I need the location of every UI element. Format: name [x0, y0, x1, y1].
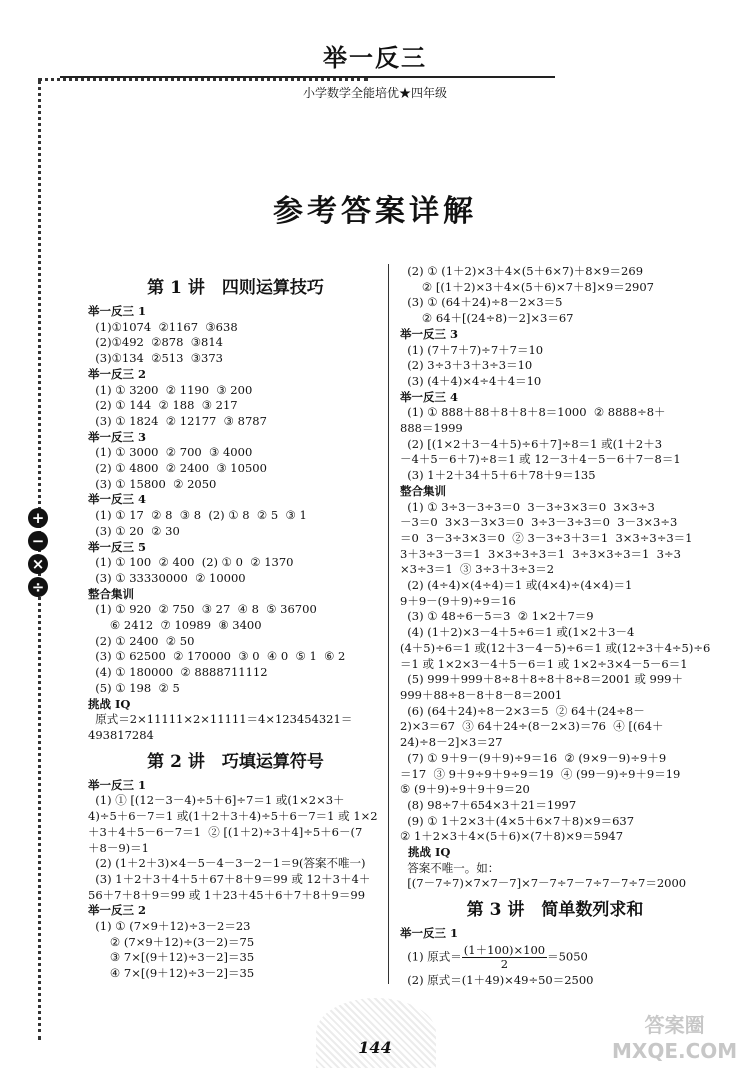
answer-line: ＝17 ③ 9＋9÷9＋9÷9＝19 ④ (99－9)÷9＋9＝19 — [400, 766, 681, 781]
exercise-heading: 举一反三 5 — [88, 539, 147, 554]
answer-line: (6) (64＋24)÷8－2×3＝5 ② 64＋(24÷8－ — [400, 703, 645, 718]
answer-line: (3) ① 20 ② 30 — [88, 523, 180, 538]
answer-line: ＋8－9)＝1 — [88, 840, 149, 855]
answer-line: (1) ① 3÷3－3÷3＝0 3－3÷3×3＝0 3×3÷3 — [400, 499, 655, 514]
answer-line: (2) 原式＝(1＋49)×49÷50＝2500 — [400, 972, 594, 987]
answer-line: ⑥ 2412 ⑦ 10989 ⑧ 3400 — [88, 618, 262, 633]
exercise-heading: 举一反三 4 — [88, 492, 147, 507]
multiply-icon: × — [28, 554, 48, 574]
answer-line: 56＋7＋8＋9＝99 或 1＋23＋45＋6＋7＋8＋9＝99 — [88, 887, 366, 902]
answer-line: ＝0 3－3÷3×3＝0 ② 3－3÷3＋3＝1 3×3÷3÷3＝1 — [400, 530, 693, 545]
answer-line: (1) ① 888＋88＋8＋8＋8＝1000 ② 8888÷8＋ — [400, 405, 666, 420]
answer-line: ② (7×9＋12)÷(3－2)＝75 — [88, 934, 255, 949]
answer-line: ＋3＋4＋5－6－7＝1 ② [(1＋2)÷3＋4]÷5＋6－(7 — [88, 824, 363, 839]
answer-line: 答案不唯一。如： — [400, 860, 500, 875]
exercise-heading: 挑战 IQ — [88, 696, 131, 711]
answer-line: ×3÷3＝1 ③ 3÷3＋3÷3＝2 — [400, 562, 555, 577]
watermark-line-2: MXQE.COM — [612, 1039, 738, 1063]
answer-line: (3) ① 15800 ② 2050 — [88, 476, 217, 491]
operator-icons — [28, 508, 50, 600]
watermark-line-1: 答案圈 — [644, 1013, 705, 1037]
column-divider — [388, 264, 389, 984]
exercise-heading: 举一反三 1 — [400, 926, 459, 941]
answer-line: (1) ① [(12－3－4)÷5＋6]÷7＝1 或(1×2×3＋ — [88, 793, 345, 808]
answer-line: (1) ① 920 ② 750 ③ 27 ④ 8 ⑤ 36700 — [88, 602, 317, 617]
page-title: 参考答案详解 — [273, 194, 477, 229]
answer-line: (3) ① 33330000 ② 10000 — [88, 570, 246, 585]
page-decoration — [316, 998, 436, 1068]
answer-line: (2) ① 2400 ② 50 — [88, 633, 195, 648]
answer-line: (2) 3÷3＋3＋3÷3＝10 — [400, 358, 533, 373]
plus-icon: + — [28, 508, 48, 528]
fraction-denominator: 2 — [500, 956, 509, 971]
answer-line: (3)①134 ②513 ③373 — [88, 351, 224, 366]
answer-line: 2)×3＝67 ③ 64＋24÷(8－2×3)＝76 ④ [(64＋ — [400, 719, 664, 734]
answer-line: 原式＝2×11111×2×11111＝4×123454321＝ — [88, 712, 353, 727]
answer-line: (2) (1＋2＋3)×4－5－4－3－2－1＝9(答案不唯一) — [88, 856, 366, 871]
answer-line: (3) ① 48÷6－5＝3 ② 1×2＋7＝9 — [400, 609, 594, 624]
answer-line: (5) ① 198 ② 5 — [88, 680, 180, 695]
answer-line: (4) ① 180000 ② 8888711112 — [88, 665, 268, 680]
exercise-heading: 举一反三 1 — [88, 304, 147, 318]
answer-line: (3) ① (64＋24)÷8－2×3＝5 — [400, 295, 563, 310]
answer-line: －3＝0 3×3－3×3＝0 3÷3－3÷3＝0 3－3×3÷3 — [400, 515, 678, 530]
header-rule — [60, 76, 555, 78]
answer-line: ＝1 或 1×2×3－4＋5－6＝1 或 1×2÷3×4－5－6＝1 — [400, 656, 688, 671]
answer-line: (1) ① 100 ② 400 (2) ① 0 ② 1370 — [88, 555, 294, 570]
page-number: 144 — [358, 1038, 392, 1057]
answer-line: ④ 7×[(9＋12)÷3－2]＝35 — [88, 966, 255, 981]
answer-line: 493817284 — [88, 727, 154, 742]
exercise-heading: 举一反三 3 — [400, 326, 459, 341]
lecture-title: 第 3 讲 简单数列求和 — [466, 900, 644, 921]
answer-line: (9) ① 1＋2×3＋(4×5＋6×7＋8)×9＝637 — [400, 813, 635, 828]
answer-line: (1) ① 3000 ② 700 ③ 4000 — [88, 445, 253, 460]
answer-line: (4＋5)÷6＝1 或(12＋3－4－5)÷6＝1 或(12÷3＋4÷5)÷6 — [400, 640, 711, 655]
right-answer-column — [400, 264, 710, 989]
lecture-title: 第 1 讲 四则运算技巧 — [147, 278, 324, 298]
answer-line: 888＝1999 — [400, 421, 463, 436]
divide-icon: ÷ — [28, 577, 48, 597]
answer-line: (2) [(1×2＋3－4＋5)÷6＋7]÷8＝1 或(1＋2＋3 — [400, 436, 663, 451]
answer-line — [400, 944, 710, 971]
left-answer-column — [88, 270, 383, 982]
answer-line: (2) (4÷4)×(4÷4)＝1 或(4×4)÷(4×4)＝1 — [400, 578, 633, 593]
answer-line: (3) ① 62500 ② 170000 ③ 0 ④ 0 ⑤ 1 ⑥ 2 — [88, 649, 346, 664]
answer-line: (3) (4＋4)×4÷4＋4＝10 — [400, 373, 542, 388]
answer-line: (1) ① 17 ② 8 ③ 8 (2) ① 8 ② 5 ③ 1 — [88, 508, 307, 523]
answer-line: (2)①492 ②878 ③814 — [88, 335, 224, 350]
formula-prefix: (1) 原式＝ — [400, 949, 462, 964]
exercise-heading: 举一反三 2 — [88, 903, 147, 918]
answer-line: (1) ① 3200 ② 1190 ③ 200 — [88, 382, 253, 397]
exercise-heading: 举一反三 2 — [88, 366, 147, 381]
answer-line: (3) 1＋2＋34＋5＋6＋78＋9＝135 — [400, 468, 596, 483]
answer-line: (3) ① 1824 ② 12177 ③ 8787 — [88, 413, 267, 428]
answer-line: (3) 1＋2＋3＋4＋5＋67＋8＋9＝99 或 12＋3＋4＋ — [88, 871, 371, 886]
answer-line: (8) 98÷7＋654×3＋21＝1997 — [400, 797, 577, 812]
answer-line: [(7－7÷7)×7×7－7]×7－7÷7－7÷7－7÷7＝2000 — [400, 876, 687, 891]
answer-line: ⑤ (9＋9)÷9＋9＋9＝20 — [400, 782, 530, 797]
answer-line: (5) 999＋999＋8÷8＋8÷8＋8÷8＝2001 或 999＋ — [400, 672, 683, 687]
exercise-heading: 挑战 IQ — [400, 845, 451, 860]
exercise-heading: 举一反三 1 — [88, 777, 147, 792]
answer-line: (1)①1074 ②1167 ③638 — [88, 319, 238, 334]
formula-result: ＝5050 — [547, 949, 588, 964]
minus-icon: − — [28, 531, 48, 551]
answer-line: ② [(1＋2)×3＋4×(5＋6)×7＋8]×9＝2907 — [400, 279, 654, 294]
answer-line: ③ 7×[(9＋12)÷3－2]＝35 — [88, 950, 255, 965]
answer-line: (4) (1＋2)×3－4＋5÷6＝1 或(1×2＋3－4 — [400, 625, 635, 640]
answer-line: (2) ① (1＋2)×3＋4×(5＋6×7)＋8×9＝269 — [400, 264, 644, 278]
dotted-border-top — [38, 78, 368, 81]
exercise-heading: 整合集训 — [400, 483, 446, 498]
answer-line: 3＋3÷3－3＝1 3×3÷3÷3＝1 3÷3×3÷3＝1 3÷3 — [400, 546, 681, 561]
header-subtitle: 小学数学全能培优★四年级 — [302, 86, 447, 100]
answer-line: (1) ① (7×9＋12)÷3－2＝23 — [88, 919, 251, 934]
answer-line: ② 64＋[(24÷8)－2]×3＝67 — [400, 311, 574, 326]
answer-line: (2) ① 144 ② 188 ③ 217 — [88, 398, 238, 413]
exercise-heading: 整合集训 — [88, 586, 134, 601]
answer-line: 24)÷8－2]×3＝27 — [400, 735, 503, 750]
answer-line: 4)÷5＋6－7＝1 或(1＋2＋3＋4)÷5＋6－7＝1 或 1×2 — [88, 809, 378, 824]
header-title: 举一反三 — [323, 43, 427, 72]
watermark — [612, 1012, 737, 1064]
lecture-title: 第 2 讲 巧填运算符号 — [147, 751, 324, 772]
answer-line: 999＋88÷8－8＋8－8＝2001 — [400, 687, 563, 702]
answer-line: (2) ① 4800 ② 2400 ③ 10500 — [88, 461, 267, 476]
answer-line: －4＋5－6＋7)÷8＝1 或 12－3＋4－5－6＋7－8＝1 — [400, 452, 681, 467]
fraction — [462, 944, 547, 971]
fraction-numerator: (1＋100)×100 — [463, 942, 546, 957]
answer-line: (7) ① 9＋9－(9＋9)÷9＝16 ② (9×9－9)÷9＋9 — [400, 750, 667, 765]
exercise-heading: 举一反三 4 — [400, 389, 459, 404]
answer-line: ② 1＋2×3＋4×(5＋6)×(7＋8)×9＝5947 — [400, 829, 624, 844]
exercise-heading: 举一反三 3 — [88, 429, 147, 444]
answer-line: 9＋9－(9＋9)÷9＝16 — [400, 593, 516, 608]
answer-line: (1) (7＋7＋7)÷7＋7＝10 — [400, 342, 544, 357]
